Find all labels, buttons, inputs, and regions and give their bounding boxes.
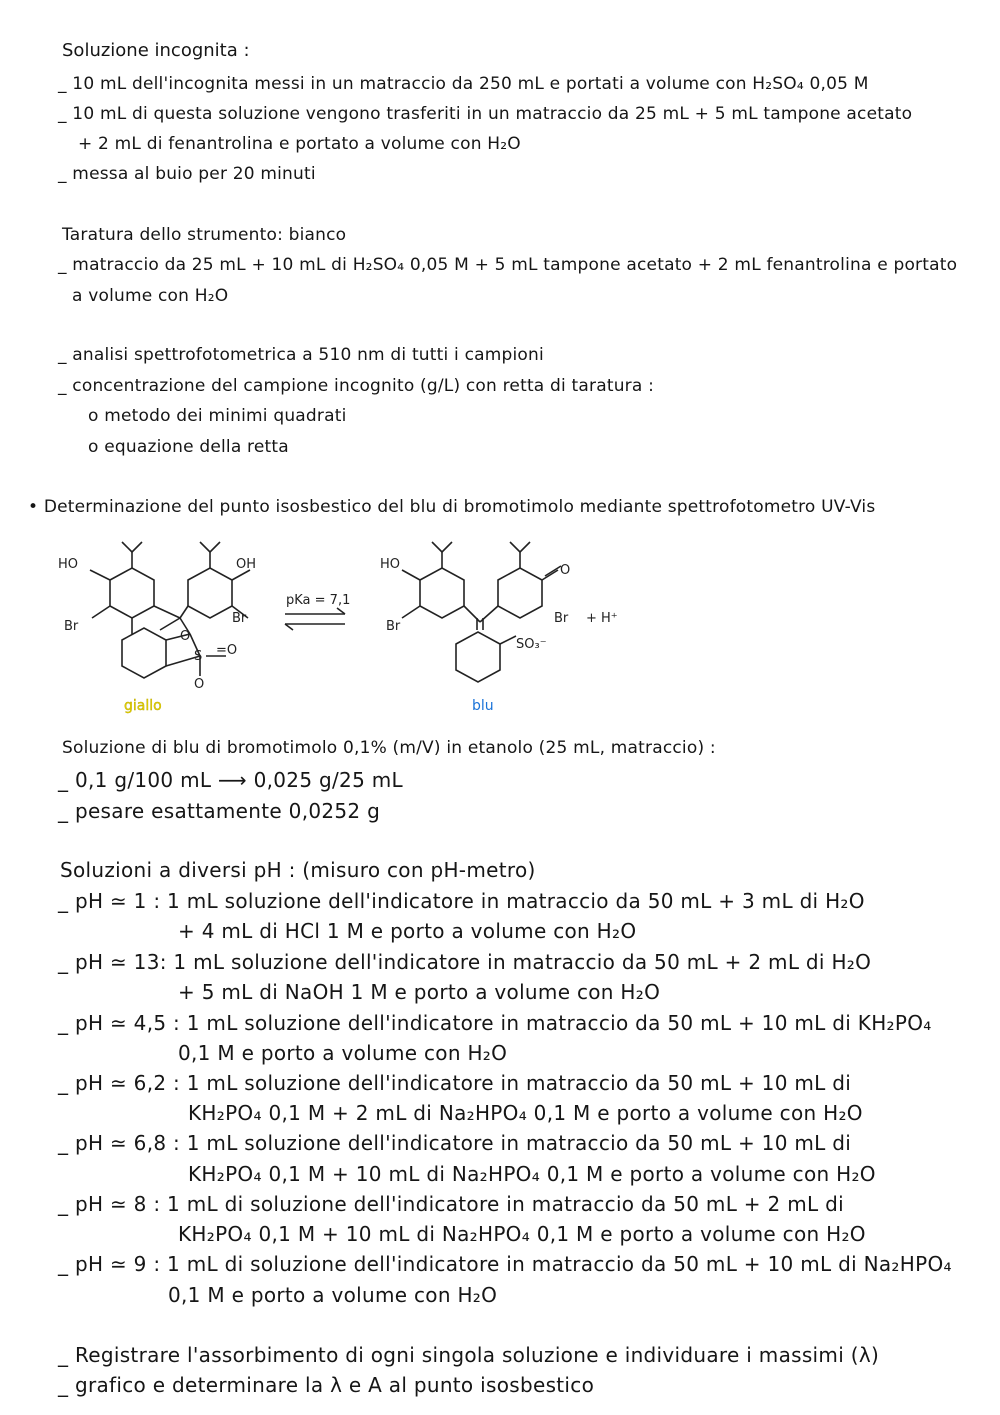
ph-step-line-continued: 0,1 M e porto a volume con H₂O: [168, 1283, 498, 1307]
heading-unknown-solution: Soluzione incognita :: [62, 40, 250, 61]
hydroxyl-label: OH: [236, 557, 257, 572]
ph-step-line-continued: KH₂PO₄ 0,1 M + 10 mL di Na₂HPO₄ 0,1 M e porto a volume con H₂O: [188, 1162, 876, 1186]
hydroxyl-label: HO: [380, 557, 401, 572]
heading-calibration: Taratura dello strumento: bianco: [62, 225, 347, 245]
pka-label: pKa = 7,1: [286, 593, 351, 608]
ph-step-line-continued: 0,1 M e porto a volume con H₂O: [178, 1041, 508, 1065]
step-line: _ 0,1 g/100 mL ⟶ 0,025 g/25 mL: [58, 768, 403, 792]
bromine-label: Br: [232, 611, 247, 626]
left-phenol-ring: [110, 568, 154, 618]
ph-step-line: _ pH ≃ 9 : 1 mL di soluzione dell'indicatore in matraccio da 50 mL + 10 mL di Na₂HPO₄: [58, 1252, 952, 1276]
step-line: _ 10 mL di questa soluzione vengono trasferiti in un matraccio da 25 mL + 5 mL tampone acetato: [58, 104, 913, 124]
yellow-form-label: giallo: [124, 698, 162, 714]
ph-step-line-continued: + 5 mL di NaOH 1 M e porto a volume con H₂O: [178, 980, 661, 1004]
ph-step-line-continued: KH₂PO₄ 0,1 M + 2 mL di Na₂HPO₄ 0,1 M e porto a volume con H₂O: [188, 1101, 863, 1125]
step-line: _ grafico e determinare la λ e A al punto isosbestico: [58, 1373, 595, 1397]
oxygen-label: O: [194, 677, 205, 692]
hydroxyl-label: HO: [58, 557, 79, 572]
ph-step-line-continued: + 4 mL di HCl 1 M e porto a volume con H₂O: [178, 919, 637, 943]
lower-benzene-ring: [456, 632, 500, 682]
ph-step-line: _ pH ≃ 1 : 1 mL soluzione dell'indicatore in matraccio da 50 mL + 3 mL di H₂O: [58, 889, 865, 913]
ph-step-line: _ pH ≃ 4,5 : 1 mL soluzione dell'indicatore in matraccio da 50 mL + 10 mL di KH₂PO₄: [58, 1011, 932, 1035]
oxygen-label: O: [180, 629, 191, 644]
sulfonate-label: SO₃⁻: [516, 637, 547, 652]
sub-bullet: o equazione della retta: [88, 437, 289, 457]
benzo-ring: [122, 628, 166, 678]
oxygen-label: =O: [216, 643, 238, 658]
bromine-label: Br: [386, 619, 401, 634]
step-line: _ messa al buio per 20 minuti: [58, 164, 316, 184]
heading-ph-solutions: Soluzioni a diversi pH : (misuro con pH-metro): [60, 858, 536, 882]
step-line: _ pesare esattamente 0,0252 g: [58, 799, 381, 823]
bromine-label: Br: [64, 619, 79, 634]
right-phenol-ring: [188, 568, 232, 618]
heading-isosbestic-point: • Determinazione del punto isosbestico del blu di bromotimolo mediante spettrofotometro UV-Vis: [28, 497, 876, 517]
step-line: _ analisi spettrofotometrica a 510 nm di tutti i campioni: [58, 345, 544, 365]
quinoid-ring: [498, 568, 542, 618]
ph-step-line: _ pH ≃ 8 : 1 mL di soluzione dell'indicatore in matraccio da 50 mL + 2 mL di: [58, 1192, 844, 1216]
step-line: _ concentrazione del campione incognito (g/L) con retta di taratura :: [58, 376, 655, 396]
sub-bullet: o metodo dei minimi quadrati: [88, 406, 347, 426]
ph-step-line: _ pH ≃ 6,8 : 1 mL soluzione dell'indicatore in matraccio da 50 mL + 10 mL di: [58, 1131, 852, 1155]
heading-indicator-solution: Soluzione di blu di bromotimolo 0,1% (m/V) in etanolo (25 mL, matraccio) :: [62, 738, 716, 758]
blue-form-label: blu: [472, 698, 494, 714]
step-line-continued: a volume con H₂O: [72, 286, 229, 306]
bromothymol-blue-equilibrium-scheme: [40, 530, 660, 720]
oxygen-label: O: [560, 563, 571, 578]
step-line: _ 10 mL dell'incognita messi in un matraccio da 250 mL e portati a volume con H₂SO₄ 0,05 M: [58, 74, 869, 94]
right-molecule-phenol-ring: [420, 568, 464, 618]
step-line: _ matraccio da 25 mL + 10 mL di H₂SO₄ 0,05 M + 5 mL tampone acetato + 2 mL fenantrolina e portato: [58, 255, 958, 275]
proton-label: + H⁺: [586, 611, 618, 626]
ph-step-line: _ pH ≃ 13: 1 mL soluzione dell'indicatore in matraccio da 50 mL + 2 mL di H₂O: [58, 950, 872, 974]
ph-step-line: _ pH ≃ 6,2 : 1 mL soluzione dell'indicatore in matraccio da 50 mL + 10 mL di: [58, 1071, 852, 1095]
sulfur-label: S: [194, 649, 203, 664]
ph-step-line-continued: KH₂PO₄ 0,1 M + 10 mL di Na₂HPO₄ 0,1 M e porto a volume con H₂O: [178, 1222, 866, 1246]
bromine-label: Br: [554, 611, 569, 626]
step-line-continued: + 2 mL di fenantrolina e portato a volume con H₂O: [78, 134, 521, 154]
step-line: _ Registrare l'assorbimento di ogni singola soluzione e individuare i massimi (λ): [58, 1343, 880, 1367]
